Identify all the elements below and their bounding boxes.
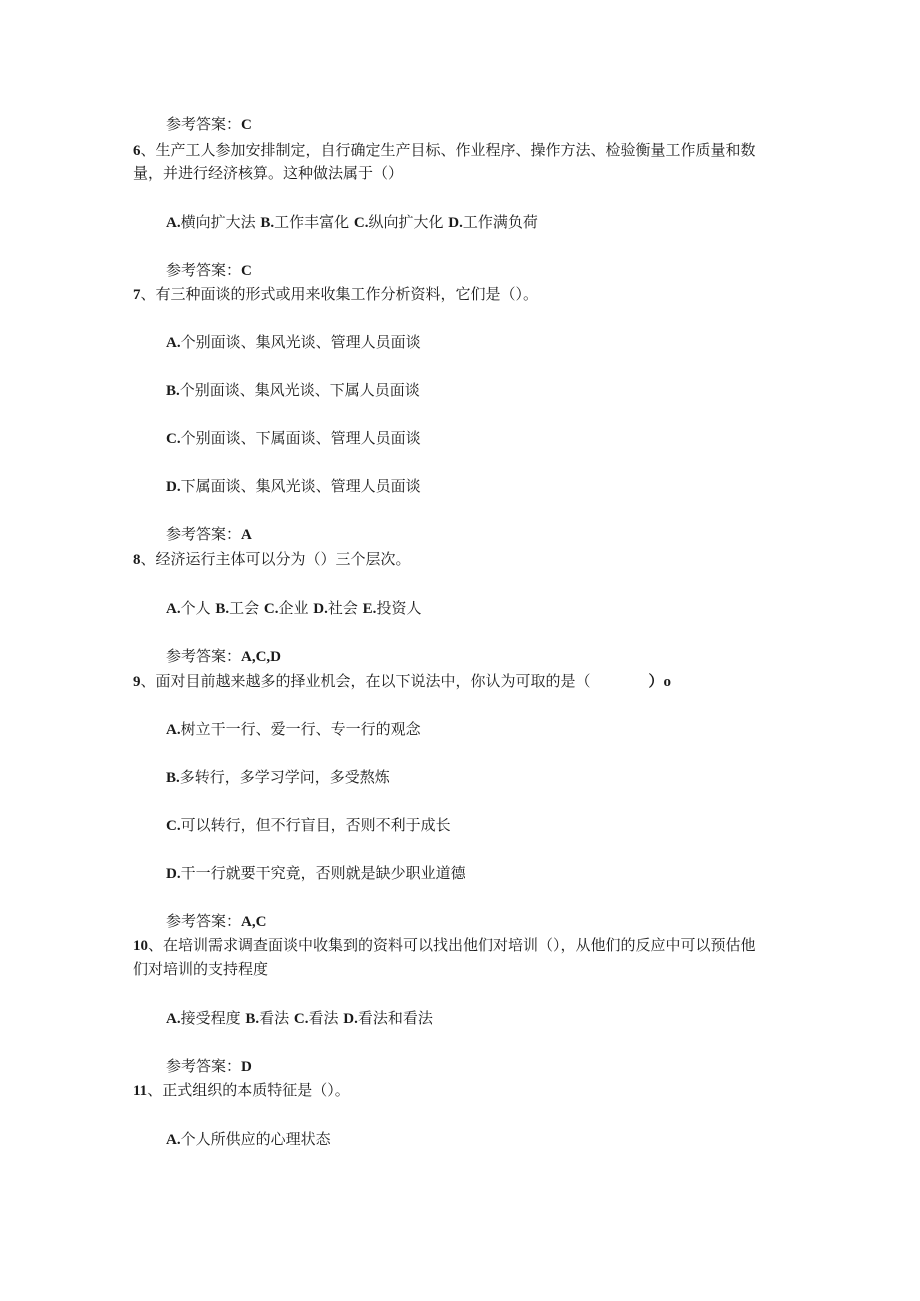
option-text: 看法和看法: [357, 1009, 433, 1027]
option-letter: B.: [215, 601, 230, 617]
option-letter: C.: [166, 818, 181, 834]
question-text-end: ）o: [648, 674, 672, 690]
question-text: 量，并进行经济核算。这种做法属于（）: [133, 164, 404, 182]
option-letter: A.: [166, 722, 181, 738]
option-text: 个人所供应的心理状态: [180, 1130, 331, 1148]
question-number: 9: [133, 674, 141, 690]
option-text: 树立干一行、爱一行、专一行的观念: [180, 720, 421, 738]
question-7-option-d: [166, 476, 421, 497]
option-letter: B.: [166, 383, 180, 399]
answer-label: 参考答案：: [166, 115, 242, 133]
answer-value: D: [241, 1059, 252, 1075]
question-text: 、面对目前越来越多的择业机会，在以下说法中，你认为可取的是（: [140, 672, 591, 690]
question-number: 6: [133, 143, 141, 159]
answer-value: C: [241, 117, 252, 133]
answer-value: A,C: [241, 914, 267, 930]
option-text: 纵向扩大化: [368, 213, 449, 231]
answer-line-q5: [166, 114, 252, 135]
option-text: 工作满负荷: [462, 213, 538, 231]
option-letter: A.: [166, 601, 181, 617]
option-letter: A.: [166, 1132, 181, 1148]
question-8-line-1: [133, 549, 411, 570]
question-text: 、有三种面谈的形式或用来收集工作分析资料，它们是（）。: [140, 285, 539, 303]
option-text: 横向扩大法: [180, 213, 261, 231]
option-text: 看法: [259, 1009, 294, 1027]
answer-line-q9: [166, 911, 266, 932]
question-7-option-b: [166, 380, 420, 401]
option-text: 个别面谈、集风光谈、管理人员面谈: [180, 333, 421, 351]
question-9-line-1: [133, 671, 671, 692]
option-text: 干一行就要干究竟，否则就是缺少职业道德: [180, 864, 466, 882]
option-letter: B.: [245, 1011, 260, 1027]
question-number: 8: [133, 552, 141, 568]
question-10-line-1: [133, 935, 756, 956]
question-7-option-a: [166, 332, 421, 353]
answer-label: 参考答案：: [166, 647, 242, 665]
option-letter: A.: [166, 1011, 181, 1027]
answer-label: 参考答案：: [166, 912, 242, 930]
option-text: 看法: [308, 1009, 344, 1027]
option-text: 接受程度: [180, 1009, 246, 1027]
question-7-option-c: [166, 428, 421, 449]
option-letter: B.: [166, 770, 180, 786]
question-11-option-a: [166, 1129, 331, 1150]
option-text: 多转行，多学习学问，多受熬炼: [179, 768, 390, 786]
answer-line-q7: [166, 524, 252, 545]
question-10-line-2: [133, 959, 268, 979]
option-letter: D.: [313, 601, 328, 617]
question-9-option-d: [166, 863, 466, 884]
question-9-option-b: [166, 767, 390, 788]
option-letter: D.: [166, 866, 181, 882]
question-6-line-2: [133, 163, 403, 183]
option-text: 投资人: [376, 599, 422, 617]
option-letter: D.: [166, 479, 181, 495]
answer-value: A,C,D: [241, 649, 282, 665]
option-text: 工作丰富化: [274, 213, 354, 231]
question-text: 、生产工人参加安排制定，自行确定生产目标、作业程序、操作方法、检验衡量工作质量和数: [140, 141, 756, 159]
question-number: 7: [133, 287, 141, 303]
option-letter: E.: [362, 601, 377, 617]
question-11-line-1: [133, 1080, 350, 1101]
question-8-options: [166, 598, 421, 619]
option-text: 企业: [278, 599, 314, 617]
option-letter: C.: [353, 215, 369, 231]
question-9-option-a: [166, 719, 421, 740]
answer-label: 参考答案：: [166, 1057, 242, 1075]
question-number: 11: [133, 1083, 148, 1099]
question-6-options: [166, 212, 538, 233]
option-letter: C.: [293, 1011, 309, 1027]
question-7-line-1: [133, 284, 538, 305]
answer-label: 参考答案：: [166, 525, 242, 543]
option-letter: C.: [166, 431, 181, 447]
option-letter: C.: [263, 601, 279, 617]
option-text: 可以转行，但不行盲目，否则不利于成长: [180, 816, 451, 834]
question-text: 、经济运行主体可以分为（）三个层次。: [140, 550, 411, 568]
answer-line-q6: [166, 260, 252, 281]
answer-line-q8: [166, 646, 281, 667]
option-text: 个别面谈、集风光谈、下属人员面谈: [179, 381, 420, 399]
question-text: 、在培训需求调查面谈中收集到的资料可以找出他们对培训（），从他们的反应中可以预估他: [148, 936, 756, 954]
option-text: 个人: [180, 599, 216, 617]
option-letter: A.: [166, 335, 181, 351]
option-letter: D.: [448, 215, 463, 231]
answer-label: 参考答案：: [166, 261, 242, 279]
question-10-options: [166, 1008, 433, 1029]
question-text: 们对培训的支持程度: [133, 960, 269, 978]
answer-value: A: [241, 527, 252, 543]
option-text: 工会: [229, 599, 264, 617]
answer-value: C: [241, 263, 252, 279]
question-number: 10: [133, 938, 148, 954]
option-text: 下属面谈、集风光谈、管理人员面谈: [180, 477, 421, 495]
option-text: 个别面谈、下属面谈、管理人员面谈: [180, 429, 421, 447]
option-letter: D.: [343, 1011, 358, 1027]
question-text: 、正式组织的本质特征是（）。: [147, 1081, 350, 1099]
option-letter: B.: [260, 215, 275, 231]
question-9-option-c: [166, 815, 451, 836]
option-text: 社会: [327, 599, 363, 617]
answer-line-q10: [166, 1056, 252, 1077]
question-6-line-1: [133, 140, 756, 161]
option-letter: A.: [166, 215, 181, 231]
